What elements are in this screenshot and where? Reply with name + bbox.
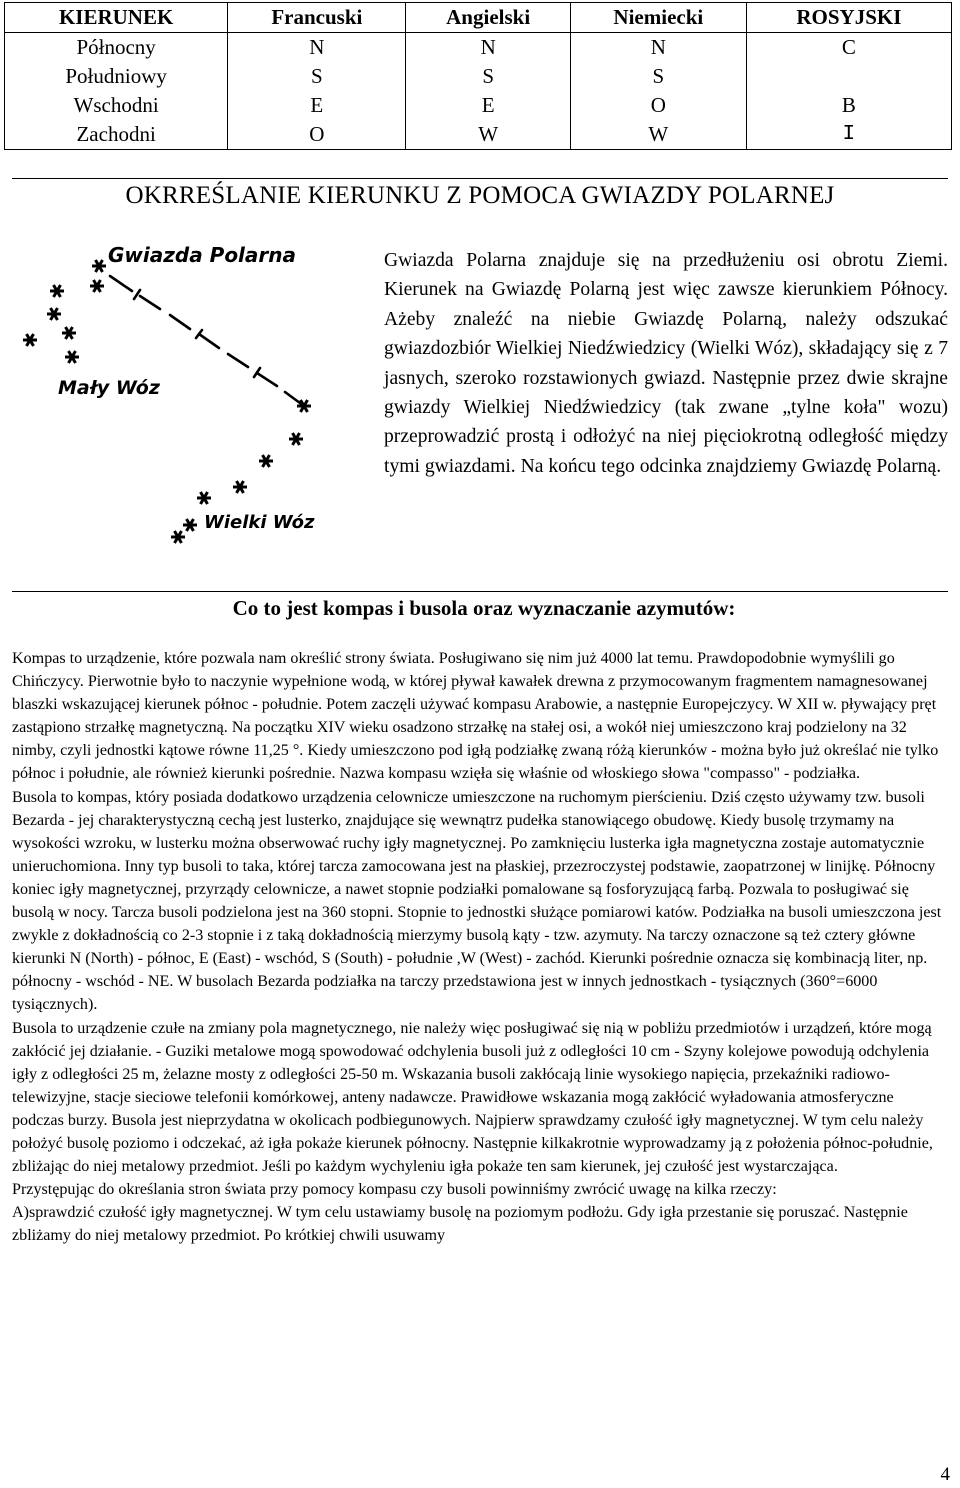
- paragraph: Kompas to urządzenie, które pozwala nam określić strony świata. Posługiwano się nim już 4000 lat temu. Prawdopodobnie wymyślili go Chińczycy. Pierwotnie było to naczynie wypełnione wodą, w której pływał kawałek drewna z przymocowanym fragmentem namagnesowanej blaszki wskazującej kierunek północ - południe. Potem zaczęli używać kompasu Arabowie, a następnie Europejczycy. W XII w. pływający pręt zastąpiono strzałkę magnetyczną. Na początku XIV wieku osadzono strzałkę na stałej osi, a wokół niej umieszczono kraj podzielony na 32 nimby, czyli jednostki kątowe równe 11,25 °. Kiedy umieszczono pod igłą podziałkę zwaną różą kierunków - można było już określać nie tylko północ i południe, ale również kierunki pośrednie. Nazwa kompasu wzięła się właśnie od włoskiego słowa "compasso" - podziałka.: [12, 650, 939, 783]
- header-cell: Angielski: [406, 3, 571, 33]
- header-cell: Francuski: [228, 3, 406, 33]
- table-cell: N: [228, 33, 406, 63]
- page-number: 4: [940, 1464, 950, 1485]
- header-cell: KIERUNEK: [5, 3, 228, 33]
- table-cell: C: [746, 33, 951, 63]
- compass-section-title: Co to jest kompas i busola oraz wyznaczanie azymutów:: [232, 596, 736, 620]
- polaris-diagram: [14, 236, 366, 558]
- paragraph: A)sprawdzić czułość igły magnetycznej. W tym celu ustawiamy busolę na poziomym podłożu. Gdy igła przestanie się poruszać. Następnie zbliżamy do niej metalowy przedmiot. Po krótkiej chwili usuwamy: [12, 1204, 908, 1245]
- table-cell: I: [746, 120, 951, 150]
- table-cell: B: [746, 91, 951, 120]
- table-cell: N: [570, 33, 746, 63]
- direction-names-table: [4, 2, 952, 150]
- table-row: [5, 120, 952, 150]
- header-cell: ROSYJSKI: [746, 3, 951, 33]
- constellation-illustration: [14, 236, 366, 558]
- star-polaris: [92, 260, 106, 272]
- table-header-row: [5, 3, 952, 33]
- table-cell: S: [406, 62, 571, 91]
- table-cell: Południowy: [5, 62, 228, 91]
- table-cell: S: [228, 62, 406, 91]
- label-big-dipper: Wielki Wóz: [204, 512, 315, 533]
- section-title: OKRREŚLANIE KIERUNKU Z POMOCA GWIAZDY POLARNEJ: [125, 182, 835, 209]
- table-cell: N: [406, 33, 571, 63]
- horizontal-rule: [12, 178, 948, 179]
- table-row: [5, 62, 952, 91]
- table-cell: W: [406, 120, 571, 150]
- label-little-dipper: Mały Wóz: [58, 377, 160, 399]
- table-cell: Wschodni: [5, 91, 228, 120]
- polaris-description: Gwiazda Polarna znajduje się na przedłużeniu osi obrotu Ziemi. Kierunek na Gwiazdę Polarną jest więc zawsze kierunkiem Północy. Ażeby znaleźć na niebie Gwiazdę Polarną, należy odszukać gwiazdozbiór Wielkiej Niedźwiedzicy (Wielki Wóz), składający się z 7 jasnych, szeroko rozstawionych gwiazd. Następnie przez dwie skrajne gwiazdy Wielkiej Niedźwiedzicy (tak zwane „tylne koła" wozu) przeprowadzić prostą i odłożyć na niej pięciokrotną odległość między tymi gwiazdami. Na końcu tego odcinka znajdziemy Gwiazdę Polarną.: [384, 250, 948, 477]
- header-cell: Niemiecki: [570, 3, 746, 33]
- paragraph: Busola to urządzenie czułe na zmiany pola magnetycznego, nie należy więc posługiwać się nią w pobliżu przedmiotów i urządzeń, które mogą zakłócić jej działanie. - Guziki metalowe mogą spowodować odchylenia busoli już z odległości 10 cm - Szyny kolejowe powodują odchylenia igły z odległości 25 m, żelazne mosty z odległości 25-50 m. Wskazania busoli zakłócają linie wysokiego napięcia, przekaźniki radiowo-telewizyjne, stacje sieciowe telefonii komórkowej, anteny nadawcze. Prawidłowe wskazania mogą zakłócić wyładowania atmosferyczne podczas burzy. Busola jest nieprzydatna w okolicach podbiegunowych. Najpierw sprawdzamy czułość igły magnetycznej. W tym celu należy położyć busolę poziomo i odczekać, aż igła pokaże kierunek północny. Następnie kilkakrotnie wyprowadzamy ją z położenia północ-południe, zbliżając do niej metalowy przedmiot. Jeśli po każdym wychyleniu igła pokaże ten sam kierunek, jej czułość jest wystarczająca.: [12, 1019, 933, 1176]
- table-cell: S: [570, 62, 746, 91]
- table-row: [5, 33, 952, 63]
- horizontal-rule: [12, 591, 948, 592]
- table-row: [5, 91, 952, 120]
- table-cell: E: [228, 91, 406, 120]
- paragraph: Busola to kompas, który posiada dodatkowo urządzenia celownicze umieszczone na ruchomym pierścieniu. Dziś często używamy tzw. busoli Bezarda - jej charakterystyczną cechą jest lusterko, znajdujące się wewnątrz pudełka stanowiącego obudowę. Kiedy busolę trzymamy na wysokości wzroku, w lusterku można obserwować ruchy igły magnetycznej. Po zamknięciu lusterka igła magnetyczna zostaje automatycznie unieruchomiona. Inny typ busoli to taka, której tarcza zamocowana jest na płaskiej, przezroczystej podstawie, zaopatrzonej w linijkę. Północny koniec igły magnetycznej, przyrządy celownicze, a nawet stopnie podziałki pomalowane są fosforyzującą farbą. Pozwala to posługiwać się busolą w nocy. Tarcza busoli podzielona jest na 360 stopni. Stopnie to jednostki służące pomiarowi katów. Podziałka na busoli umieszczona jest zwykle z dokładnością co 2-3 stopnie i z taką dokładnością mierzymy busolą kąty - tzw. azymuty. Na tarczy oznaczone są też cztery główne kierunki N (North) - północ, E (East) - wschód, S (South) - południe ,W (West) - zachód. Kierunki pośrednie oznacza się kombinacją liter, np. północny - wschód - NE. W busolach Bezarda podziałka na tarczy przedstawiona jest w innych jednostkach - tysiącznych (360°=6000 tysiącznych).: [12, 788, 942, 1014]
- label-polaris: Gwiazda Polarna: [108, 243, 297, 267]
- table-cell: Zachodni: [5, 120, 228, 150]
- table-cell: O: [570, 91, 746, 120]
- table-cell: Północny: [5, 33, 228, 63]
- compass-article: [12, 647, 948, 1247]
- table-cell: [746, 62, 951, 91]
- table-cell: W: [570, 120, 746, 150]
- table-cell: E: [406, 91, 571, 120]
- paragraph: Przystępując do określania stron świata przy pomocy kompasu czy busoli powinniśmy zwrócić uwagę na kilka rzeczy:: [12, 1181, 777, 1199]
- table-cell: O: [228, 120, 406, 150]
